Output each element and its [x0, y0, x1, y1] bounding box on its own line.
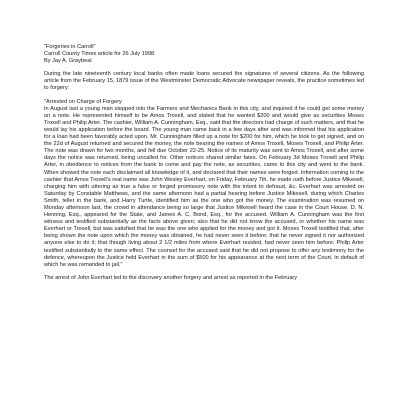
document-page	[44, 44, 364, 282]
closing-paragraph: The arrest of John Everhart led to the discovery another forgery and arrest as reported in the February	[44, 274, 298, 281]
article-source-line: Carroll County Times article for 26 July 1998	[44, 51, 155, 58]
quoted-article: "Arrested on Charge of Forgery In August last a young man stepped into the Farmers and Mechanics Bank in this city, and inquired if he could get some money on a note. He represented himself to be Amos Troxell, and stated that he wanted $200 and would give as securities Moses Troxell and Philip Arter. The cashier, William A. Cunningham, Esq., said that the directors had charge of such matters, and that he would lay his application before the board. The young man came back in a few days after and was informed that his application for a loan had been favorably acted upon. Mr. Cunningham filled up a note for $200 for him, which he took to get signed, and on the 22d of August returned and secured the money, the note bearing the names of Amos Troxell, Moses Troxell, and Philip Arter. The note was drawn for two months, and fell due October 22-25. Notice of its maturity was sent to Amos Troxell, and after some days the notice was returned, being uncalled for. Other notices shared similar fates. On February 3d Moses Troxell and Philip Arter, in obedience to notices from the bank to come and pay the note, as securities, came to this city and went to the bank. When showed the note each disclaimed all knowledge of it, and declared that their names were forged. Information coming to the cashier that Amos Troxell's real name was John Wesley Everhart, on Friday, February 7th, he made oath before Justice Mikesell, charging him with uttering as true a false or forged promissory note with the intent to defraud, &c. Everhart was arrested on Saturday by Constable Matthews, and the same afternoon had a partial hearing before Justice Mikesell, during which Charles Smith, teller in the bank, and Harry Turtle, identified him as the one who got the money. The examination was resumed on Monday afternoon last, the crowd in attendance being so large that Justice Mikesell heard the case in the Court House. D. N. Henning, Esq., appeared for the State, and James A. C. Bond, Esq., for the accused. William A. Cunningham was the first witness and testified substantially as the facts above given; also that he did not know the accused, or whether his name was Everhart or Troxell, but was satisfied that he was the one who applied for the money and got it. Moses Troxell testified that, after being shown the note upon which the money was obtained, he had never seen it before; that he never signed it nor authorized anyone else to do it; that though living about 2 1/2 miles from where Everhart resided, had never seen him before. Philip Arter testified substantially to the same effect. The counsel for the accused said that he did not propose to offer any testimony for the defence, whereupon the Justice held Everhart in the sum of $500 for his appearance at the next term of the Court, in default of which he was remanded to jail."	[44, 98, 364, 268]
article-title: "Forgeries in Carroll"	[44, 44, 96, 50]
intro-paragraph: During the late nineteenth century local banks often made loans secured the signatures of several citizens. As the following article from the February 15, 1879 issue of the Westminster Democratic Advocate newspaper reveals, the practice sometimes led to forgery:	[44, 71, 364, 92]
article-byline: By Jay A. Graybeal	[44, 58, 92, 65]
